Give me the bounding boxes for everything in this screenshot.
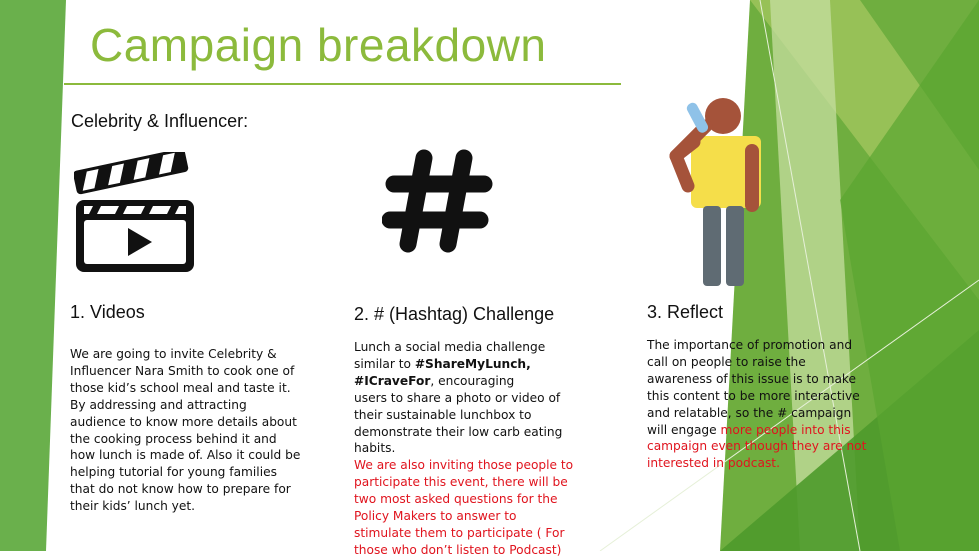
reflect-text-red: more people into this campaign even though they are not interested in podcast. <box>647 422 867 471</box>
reflect-text <box>647 337 869 472</box>
hashtag-invitation: We are also inviting those people to participate this event, there will be two most asked questions for the Policy Makers to answer to stimulate them to participate ( For those who don’t listen to Podcast) <box>354 458 574 557</box>
body-videos-text: We are going to invite Celebrity & Influencer Nara Smith to cook one of those kid’s school meal and taste it. By addressing and attracting audience to know more details about the cooking process behind it and how lunch is made of. Also it could be helping tutorial for young families that do not know how to prepare for their kids’ lunch yet. <box>70 347 301 514</box>
heading-hashtag-challenge: 2. # (Hashtag) Challenge <box>354 304 555 324</box>
title-underline <box>64 83 621 85</box>
left-green-band <box>0 0 66 551</box>
body-reflect <box>647 337 869 472</box>
clapperboard-icon <box>74 152 196 274</box>
reflect-text-black: The importance of promotion and call on people to raise the awareness of this issue is to make this content to be more interactive and relatable, so the # campaign will engage <box>647 338 860 437</box>
hashtag-intro <box>354 339 576 390</box>
body-hashtag-challenge <box>354 339 576 559</box>
slide-title: Campaign breakdown <box>90 19 547 71</box>
heading-videos: 1. Videos <box>70 302 145 322</box>
hashtag-details: users to share a photo or video of their sustainable lunchbox to demonstrate their low carb eating habits. <box>354 390 563 456</box>
heading-reflect: 3. Reflect <box>647 302 724 322</box>
hashtag-encouraging: , encouraging <box>430 373 515 388</box>
body-videos <box>70 346 302 515</box>
hashtag-icon <box>382 148 494 254</box>
hashtag-tags: #ShareMyLunch, #ICraveFor <box>354 356 531 388</box>
slide-subtitle: Celebrity & Influencer: <box>71 111 249 131</box>
hashtag-intro-text: Lunch a social media challenge similar to <box>354 340 546 371</box>
person-thinking-icon <box>666 96 766 290</box>
